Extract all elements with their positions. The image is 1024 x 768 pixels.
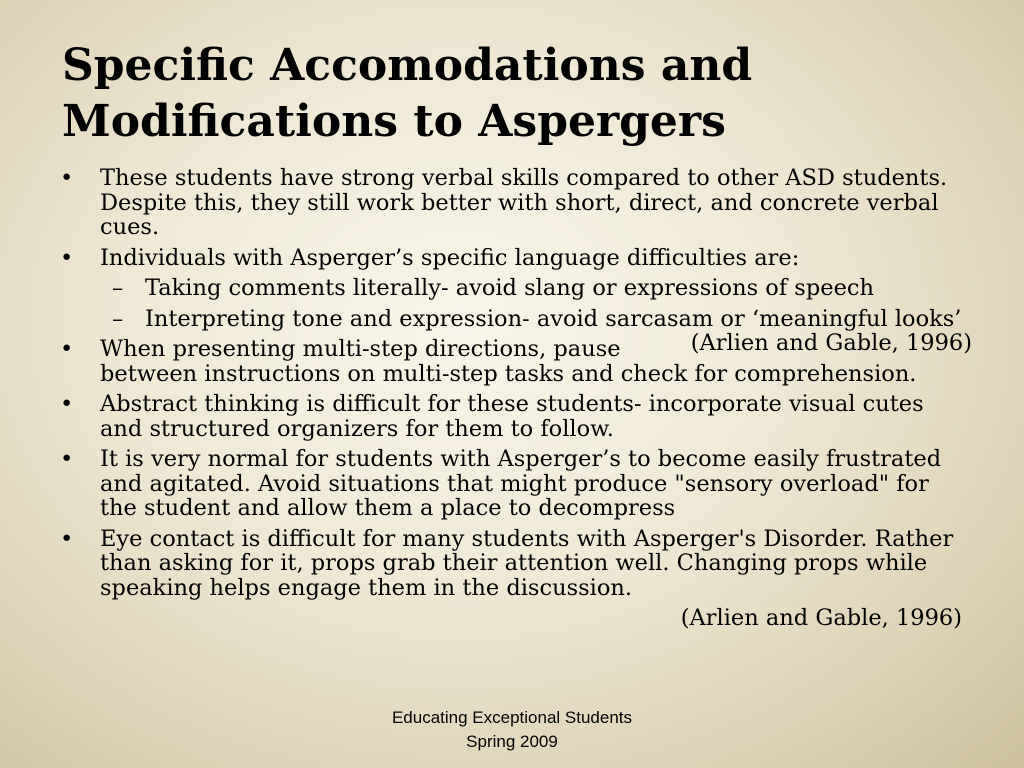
dash-marker: – [112, 275, 124, 301]
slide-body [60, 166, 972, 631]
bullet-marker: • [60, 336, 74, 362]
bullet-marker: • [60, 244, 74, 271]
dash-marker: – [112, 305, 124, 332]
sub-bullet-text: Taking comments literally- avoid slang or expressions of speech [145, 275, 874, 301]
footer-course-name: Educating Exceptional Students [391, 708, 633, 727]
bullet-text: Individuals with Asperger’s specific language difficulties are: [100, 244, 800, 271]
bullet-text: These students have strong verbal skills compared to other ASD students. Despite this, they still work better with short, direct, and concrete verbal cues. [100, 165, 948, 240]
bullet-text: Abstract thinking is difficult for these students- incorporate visual cutes and structured organizers for them to follow. [100, 391, 924, 442]
bullet-item [60, 337, 972, 386]
closing-citation: (Arlien and Gable, 1996) [680, 605, 962, 631]
bullet-item [60, 447, 972, 521]
bullet-item [60, 392, 972, 441]
sub-bullet-text: Interpreting tone and expression- avoid sarcasam or ‘meaningful looks’ [145, 305, 962, 332]
sub-bullet-item [60, 305, 972, 356]
bullet-marker: • [60, 165, 74, 191]
footer-term: Spring 2009 [466, 732, 558, 751]
bullet-item [60, 527, 972, 601]
bullet-text: It is very normal for students with Asperger’s to become easily frustrated and agitated. Avoid situations that might produce "sensory overload" for the student and allow them a place to decompress [100, 446, 942, 521]
bullet-item [60, 246, 972, 271]
bullet-marker: • [60, 525, 74, 552]
sub-bullet-item [60, 276, 972, 301]
slide-footer [312, 706, 712, 754]
bullet-item [60, 166, 972, 240]
bullet-marker: • [60, 446, 74, 472]
inline-citation: (Arlien and Gable, 1996) [690, 330, 972, 356]
bullet-text: When presenting multi-step directions, pause between instructions on multi-step tasks and check for comprehension. [100, 336, 917, 387]
bullet-marker: • [60, 391, 74, 417]
slide-title: Specific Accomodations and Modifications to Aspergers [62, 40, 753, 147]
bullet-text: Eye contact is difficult for many students with Asperger's Disorder. Rather than asking for it, props grab their attention well. Changing props while speaking helps engage them in the discussion. [100, 525, 954, 601]
